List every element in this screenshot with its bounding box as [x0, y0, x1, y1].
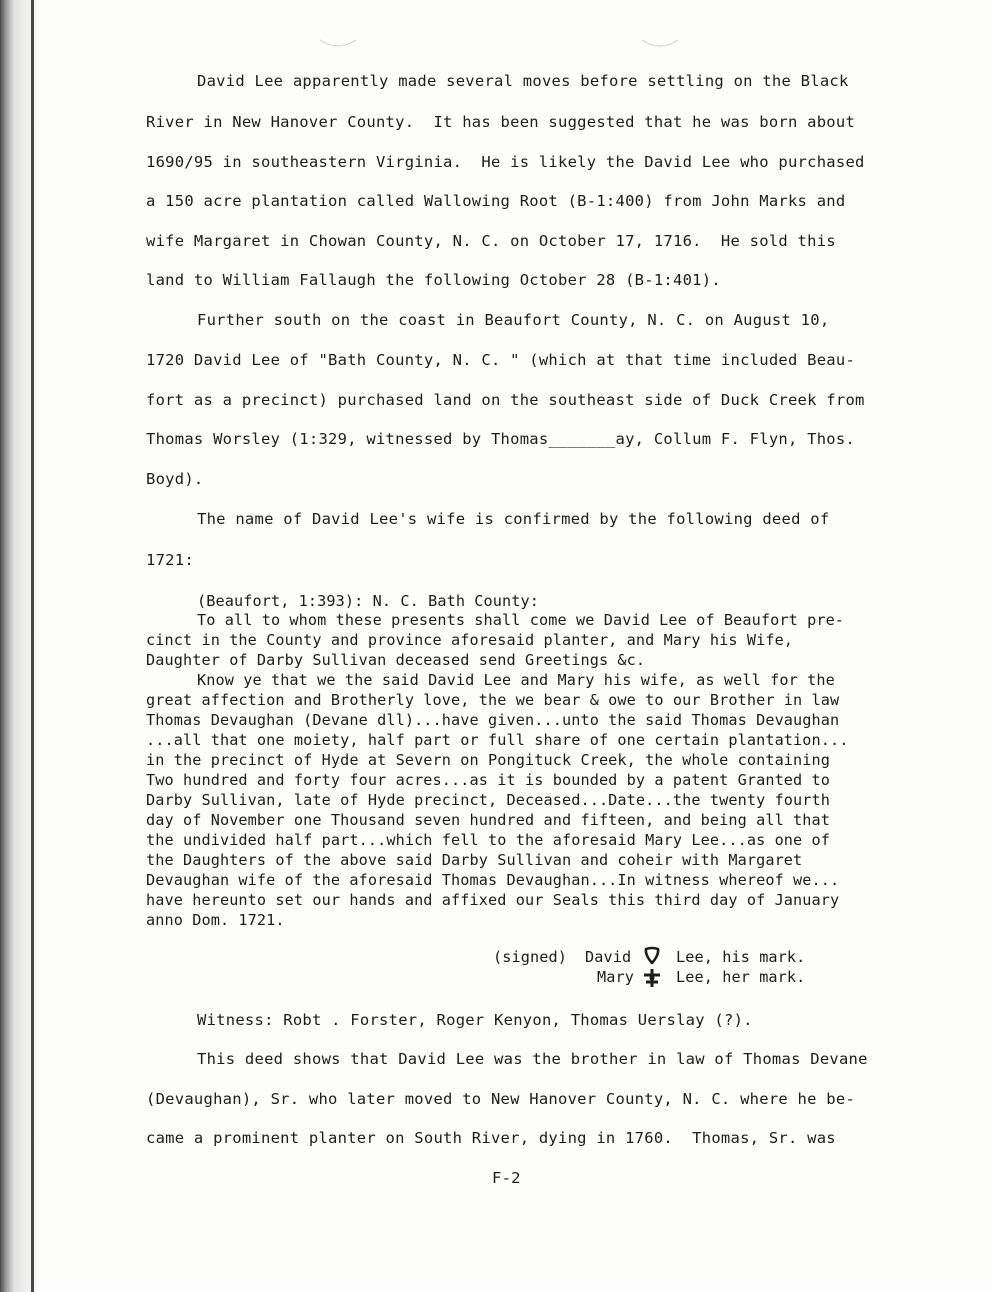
paragraph-line: land to William Fallaugh the following October 28 (B-1:401).	[146, 271, 721, 289]
heart-mark-icon	[642, 945, 662, 967]
paragraph-line: 1720 David Lee of "Bath County, N. C. " (which at that time included Beau-	[146, 351, 856, 369]
deed-line: anno Dom. 1721.	[146, 911, 285, 929]
scan-artifact-left	[318, 36, 358, 54]
witness-line: Witness: Robt . Forster, Roger Kenyon, Thomas Uerslay (?).	[197, 1011, 753, 1029]
paragraph-line: came a prominent planter on South River, dying in 1760. Thomas, Sr. was	[146, 1129, 836, 1147]
deed-line: Thomas Devaughan (Devane dll)...have given...unto the said Thomas Devaughan	[146, 711, 840, 729]
signer-mark-text-david: Lee, his mark.	[676, 948, 806, 966]
binding-edge-line	[31, 0, 34, 1292]
deed-header: (Beaufort, 1:393): N. C. Bath County:	[197, 592, 540, 610]
deed-line: Know ye that we the said David Lee and Mary his wife, as well for the	[197, 671, 835, 689]
paragraph-line: (Devaughan), Sr. who later moved to New Hanover County, N. C. where he be-	[146, 1090, 856, 1108]
paragraph-line: Thomas Worsley (1:329, witnessed by Thomas_______ay, Collum F. Flyn, Thos.	[146, 430, 856, 448]
paragraph-line: 1721:	[146, 551, 194, 569]
page-number: F-2	[492, 1169, 521, 1187]
deed-line: cinct in the County and province aforesaid planter, and Mary his Wife,	[146, 631, 794, 649]
deed-line: great affection and Brotherly love, the we bear & owe to our Brother in law	[146, 691, 840, 709]
paragraph-line: David Lee apparently made several moves before settling on the Black	[197, 72, 849, 90]
deed-line: in the precinct of Hyde at Severn on Pongituck Creek, the whole containing	[146, 751, 831, 769]
paragraph-line: The name of David Lee's wife is confirmed by the following deed of	[197, 510, 830, 528]
paragraph-line: Boyd).	[146, 470, 204, 488]
cross-mark-icon	[641, 967, 663, 989]
paragraph-line: Further south on the coast in Beaufort County, N. C. on August 10,	[197, 311, 830, 329]
deed-line: To all to whom these presents shall come we David Lee of Beaufort pre-	[197, 611, 845, 629]
paragraph-line: wife Margaret in Chowan County, N. C. on October 17, 1716. He sold this	[146, 232, 836, 250]
binding-edge-shadow	[0, 0, 40, 1292]
deed-line: Daughter of Darby Sullivan deceased send Greetings &c.	[146, 651, 646, 669]
paragraph-line: River in New Hanover County. It has been suggested that he was born about	[146, 113, 856, 131]
paragraph-line: a 150 acre plantation called Wallowing Root (B-1:400) from John Marks and	[146, 192, 846, 210]
deed-line: the Daughters of the above said Darby Sullivan and coheir with Margaret	[146, 851, 803, 869]
paragraph-line: This deed shows that David Lee was the brother in law of Thomas Devane	[197, 1050, 868, 1068]
paragraph-line: 1690/95 in southeastern Virginia. He is likely the David Lee who purchased	[146, 153, 865, 171]
signer-mark-text-mary: Lee, her mark.	[676, 968, 806, 986]
signer-name-david: David	[585, 948, 632, 966]
deed-line: the undivided half part...which fell to the aforesaid Mary Lee...as one of	[146, 831, 831, 849]
deed-line: day of November one Thousand seven hundred and fifteen, and being all that	[146, 811, 831, 829]
deed-line: Two hundred and forty four acres...as it is bounded by a patent Granted to	[146, 771, 831, 789]
deed-line: have hereunto set our hands and affixed our Seals this third day of January	[146, 891, 840, 909]
paragraph-line: fort as a precinct) purchased land on the southeast side of Duck Creek from	[146, 391, 865, 409]
deed-line: Devaughan wife of the aforesaid Thomas Devaughan...In witness whereof we...	[146, 871, 840, 889]
scan-artifact-right	[640, 36, 680, 54]
deed-line: ...all that one moiety, half part or full share of one certain plantation...	[146, 731, 849, 749]
signed-label: (signed)	[493, 948, 567, 966]
signer-name-mary: Mary	[597, 968, 634, 986]
deed-line: Darby Sullivan, late of Hyde precinct, Deceased...Date...the twenty fourth	[146, 791, 831, 809]
